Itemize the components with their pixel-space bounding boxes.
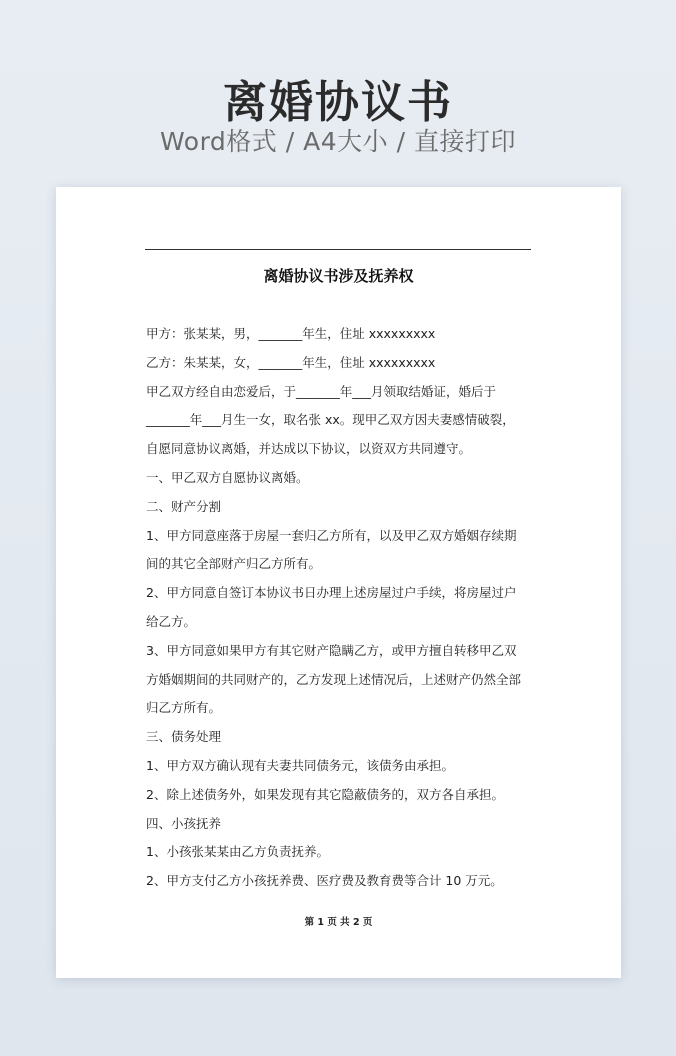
hero-title: 离婚协议书: [223, 77, 453, 128]
body-line: 1、小孩张某某由乙方负责抚养。: [146, 844, 329, 860]
body-line: 2、甲方支付乙方小孩抚养费、医疗费及教育费等合计 10 万元。: [146, 873, 503, 889]
body-line: 2、除上述债务外，如果发现有其它隐蔽债务的，双方各自承担。: [146, 786, 504, 802]
body-line: _______年___月生一女，取名张 xx。现甲乙双方因夫妻感情破裂，: [146, 412, 515, 428]
body-line: 三、债务处理: [146, 729, 222, 745]
body-line: 1、甲方双方确认现有夫妻共同债务元，该债务由承担。: [146, 757, 454, 773]
body-line: 归乙方所有。: [146, 700, 222, 716]
body-line: 3、甲方同意如果甲方有其它财产隐瞒乙方，或甲方擅自转移甲乙双: [146, 642, 517, 658]
body-line: 自愿同意协议离婚，并达成以下协议，以资双方共同遵守。: [146, 441, 472, 457]
body-line: 给乙方。: [146, 613, 197, 629]
body-line: 方婚姻期间的共同财产的，乙方发现上述情况后，上述财产仍然全部: [146, 671, 522, 687]
document-title: 离婚协议书涉及抚养权: [263, 267, 414, 285]
body-line: 甲乙双方经自由恋爱后，于_______年___月领取结婚证，婚后于: [146, 383, 497, 399]
header-rule: [145, 249, 531, 250]
hero-subtitle: Word格式 / A4大小 / 直接打印: [160, 127, 516, 156]
body-line: 一、甲乙双方自愿协议离婚。: [146, 469, 309, 485]
page-number: 第 1 页 共 2 页: [304, 917, 373, 928]
document-body: [146, 320, 536, 896]
document-page: [56, 187, 621, 978]
body-line: 乙方：朱某某，女，_______年生，住址 xxxxxxxxx: [146, 354, 436, 370]
body-line: 二、财产分割: [146, 498, 222, 514]
body-line: 2、甲方同意自签订本协议书日办理上述房屋过户手续，将房屋过户: [146, 585, 517, 601]
body-line: 1、甲方同意座落于房屋一套归乙方所有，以及甲乙双方婚姻存续期: [146, 527, 517, 543]
body-line: 四、小孩抚养: [146, 815, 222, 831]
body-line: 甲方：张某某，男，_______年生，住址 xxxxxxxxx: [146, 326, 436, 341]
body-line: 间的其它全部财产归乙方所有。: [146, 556, 322, 572]
